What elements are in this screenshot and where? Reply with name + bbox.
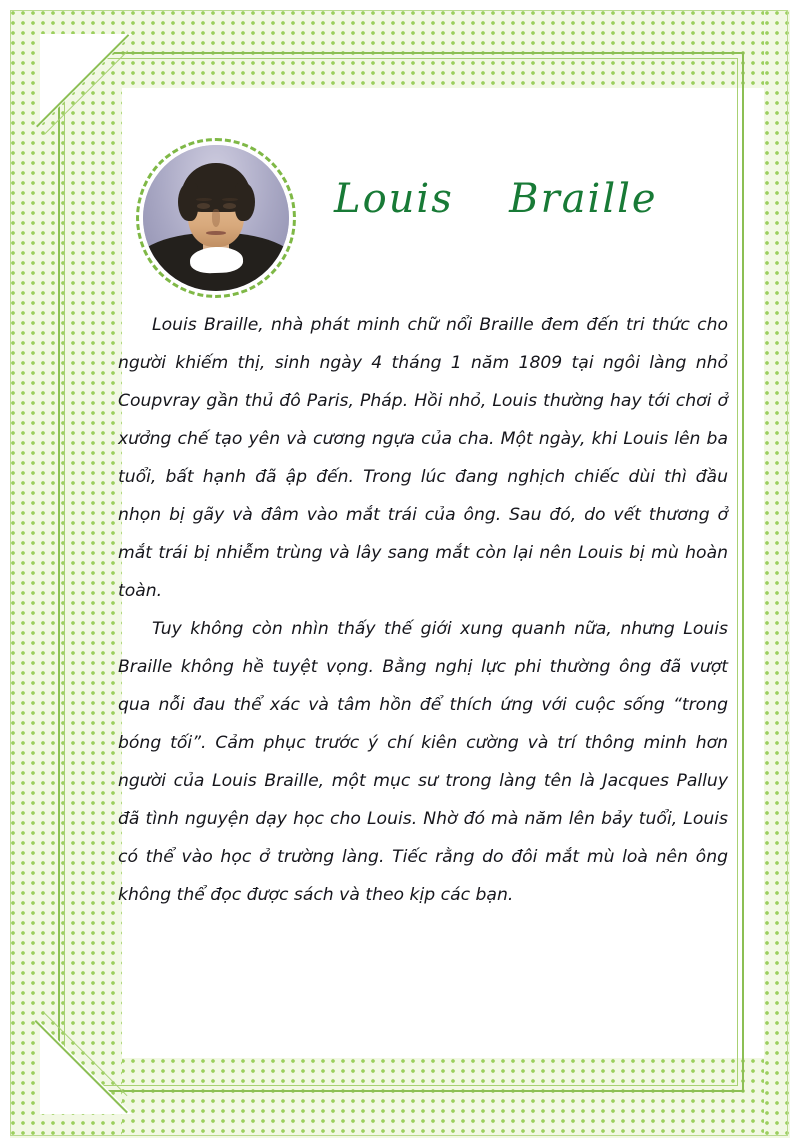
- corner-cut-bottom-left: [40, 1022, 132, 1114]
- page-title-word-1: Louis: [334, 176, 454, 222]
- paragraph-2: Tuy không còn nhìn thấy thế giới xung quanh nữa, nhưng Louis Braille không hề tuyệt vọng. Bằng nghị lực phi thường ông đã vượt qua nỗi đau thể xác và tâm hồn để thích ứng với cuộc sống “trong bóng tối”. Cảm phục trước ý chí kiên cường và trí thông minh hơn người của Louis Braille, một mục sư trong làng tên là Jacques Palluy đã tình nguyện dạy học cho Louis. Nhờ đó mà năm lên bảy tuổi, Louis có thể vào học ở trường làng. Tiếc rằng do đôi mắt mù loà nên ông không thể đọc được sách và theo kịp các bạn.: [118, 619, 728, 905]
- page-title: [334, 176, 658, 222]
- article-body: [118, 306, 728, 914]
- portrait-image: [143, 145, 289, 291]
- page-title-word-2: Braille: [509, 176, 658, 222]
- corner-cut-top-left: [40, 34, 132, 126]
- document-content: [118, 120, 728, 1020]
- portrait-ring: [136, 138, 296, 298]
- paragraph-1: Louis Braille, nhà phát minh chữ nổi Braille đem đến tri thức cho người khiếm thị, sinh ngày 4 tháng 1 năm 1809 tại ngôi làng nhỏ Coupvray gần thủ đô Paris, Pháp. Hồi nhỏ, Louis thường hay tới chơi ở xưởng chế tạo yên và cương ngựa của cha. Một ngày, khi Louis lên ba tuổi, bất hạnh đã ập đến. Trong lúc đang nghịch chiếc dùi thì đầu nhọn bị gãy và đâm vào mắt trái của ông. Sau đó, do vết thương ở mắt trái bị nhiễm trùng và lây sang mắt còn lại nên Louis bị mù hoàn toàn.: [118, 315, 728, 601]
- document-header: [118, 120, 728, 300]
